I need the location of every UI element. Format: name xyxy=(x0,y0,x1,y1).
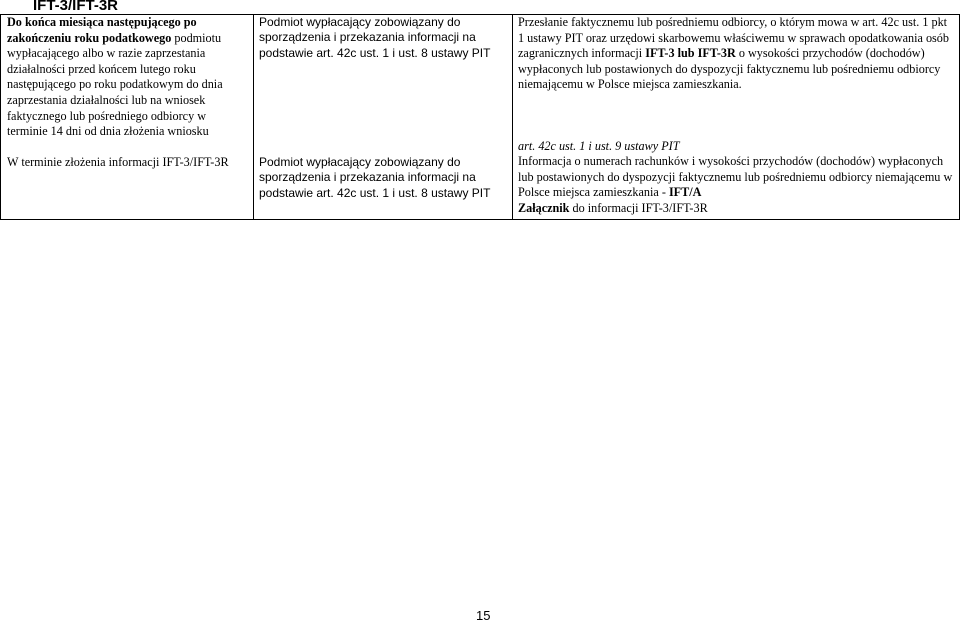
attachment-label: Załącznik xyxy=(518,200,570,215)
obligated-entity-text: Podmiot wypłacający zobowiązany do sporządzenia i przekazania informacji na podstawie art. 42c ust. 1 i ust. 8 ustawy PIT xyxy=(259,15,491,60)
deadline-rest-text: podmiotu wypłacającego albo w razie zaprzestania działalności przed końcem lutego roku następującego po roku podatkowym do dnia zaprzestania działalności lub na wniosek faktycznego lub pośredniego odbiorcy w terminie 14 dni od dnia złożenia wniosku xyxy=(7,30,223,139)
legal-reference xyxy=(518,139,954,155)
page-number: 15 xyxy=(476,608,491,623)
col-divider-2 xyxy=(512,14,513,220)
deadline-second-text: W terminie złożenia informacji IFT-3/IFT-3R xyxy=(7,155,229,169)
deadline-second-cell xyxy=(7,155,249,171)
form-names-bold: IFT-3 lub IFT-3R xyxy=(645,46,736,61)
form-code-heading: IFT-3/IFT-3R xyxy=(33,0,119,14)
legal-reference-text: art. 42c ust. 1 i ust. 9 ustawy PIT xyxy=(518,139,680,153)
attachment-text-1: Informacja o numerach rachunków i wysokości przychodów (dochodów) wypłaconych lub postawionych do dyspozycji faktycznemu lub pośredniemu odbiorcy niemającemu w Polsce miejsca zamieszkania - xyxy=(518,154,953,200)
obligated-entity-second-text: Podmiot wypłacający zobowiązany do sporządzenia i przekazania informacji na podstawie art. 42c ust. 1 i ust. 8 ustawy PIT xyxy=(259,155,491,200)
table-left-border xyxy=(0,14,1,220)
attachment-description-cell xyxy=(518,154,954,216)
description-text-2: o wysokości przychodów (dochodów) wypłaconych lub postawionych do dyspozycji faktycznemu lub pośredniemu odbiorcy niemającemu w Polsce miejsca zamieszkania. xyxy=(518,46,941,92)
col-divider-1 xyxy=(253,14,254,220)
table-bottom-border xyxy=(0,219,960,220)
description-cell xyxy=(518,15,954,93)
obligated-entity-cell xyxy=(259,15,507,61)
attachment-form-name: IFT/A xyxy=(668,185,702,200)
description-text-1: Przesłanie faktycznemu lub pośredniemu odbiorcy, o którym mowa w art. 42c ust. 1 pkt 1 ustawy PIT oraz urzędowi skarbowemu właściwemu w sprawach opodatkowania osób zagranicznych informacji xyxy=(518,15,949,61)
obligated-entity-second-cell xyxy=(259,155,507,201)
attachment-text-2: do informacji IFT-3/IFT-3R xyxy=(569,200,708,215)
deadline-cell xyxy=(7,15,249,140)
deadline-bold-text: Do końca miesiąca następującego po zakończeniu roku podatkowego xyxy=(7,15,197,45)
